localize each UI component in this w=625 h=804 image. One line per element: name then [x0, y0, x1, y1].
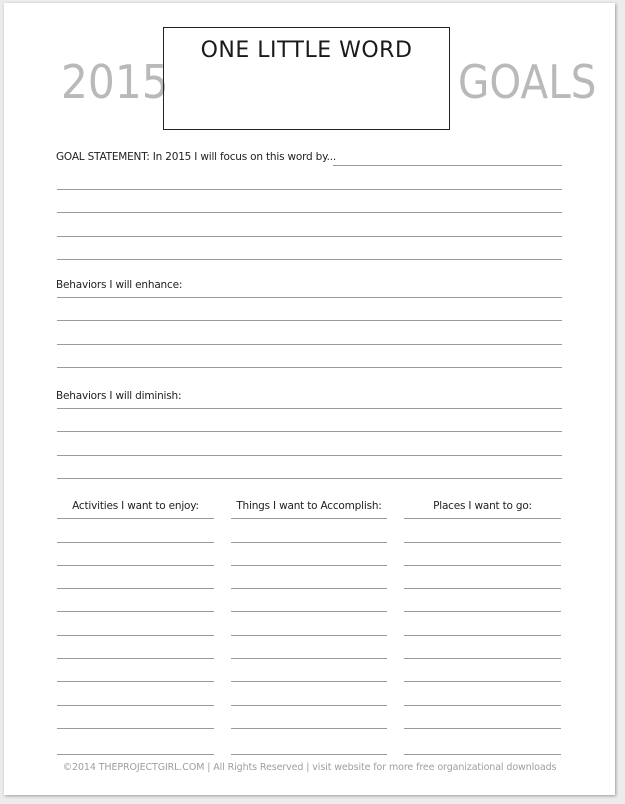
activities-line[interactable] — [57, 518, 214, 519]
goal-statement-line[interactable] — [57, 212, 562, 213]
activities-line[interactable] — [57, 658, 214, 659]
places-column-header: Places I want to go: — [433, 500, 532, 512]
accomplish-line[interactable] — [231, 681, 387, 682]
activities-line[interactable] — [57, 728, 214, 729]
behaviors-diminish-label: Behaviors I will diminish: — [56, 390, 182, 402]
one-little-word-box[interactable] — [163, 27, 450, 130]
accomplish-line[interactable] — [231, 754, 387, 755]
places-line[interactable] — [404, 518, 561, 519]
accomplish-line[interactable] — [231, 588, 387, 589]
activities-column-header: Activities I want to enjoy: — [72, 500, 199, 512]
accomplish-line[interactable] — [231, 611, 387, 612]
places-line[interactable] — [404, 565, 561, 566]
accomplish-column-header: Things I want to Accomplish: — [236, 500, 382, 512]
activities-line[interactable] — [57, 565, 214, 566]
activities-line[interactable] — [57, 681, 214, 682]
accomplish-line[interactable] — [231, 565, 387, 566]
activities-line[interactable] — [57, 611, 214, 612]
year-heading: 2015 — [61, 55, 169, 109]
goals-heading: GOALS — [458, 55, 597, 109]
accomplish-line[interactable] — [231, 705, 387, 706]
diminish-line[interactable] — [57, 408, 562, 409]
activities-line[interactable] — [57, 754, 214, 755]
activities-line[interactable] — [57, 588, 214, 589]
places-line[interactable] — [404, 728, 561, 729]
accomplish-line[interactable] — [231, 635, 387, 636]
enhance-line[interactable] — [57, 297, 562, 298]
diminish-line[interactable] — [57, 431, 562, 432]
places-line[interactable] — [404, 588, 561, 589]
enhance-line[interactable] — [57, 367, 562, 368]
goal-statement-line[interactable] — [57, 189, 562, 190]
places-line[interactable] — [404, 658, 561, 659]
activities-line[interactable] — [57, 542, 214, 543]
goal-statement-line[interactable] — [57, 236, 562, 237]
worksheet-page — [4, 3, 615, 795]
behaviors-enhance-label: Behaviors I will enhance: — [56, 279, 183, 291]
places-line[interactable] — [404, 681, 561, 682]
activities-line[interactable] — [57, 635, 214, 636]
activities-line[interactable] — [57, 705, 214, 706]
accomplish-line[interactable] — [231, 518, 387, 519]
enhance-line[interactable] — [57, 320, 562, 321]
copyright-footer: ©2014 THEPROJECTGIRL.COM | All Rights Reserved | visit website for more free organizational downloads — [62, 762, 557, 773]
places-line[interactable] — [404, 611, 561, 612]
goal-statement-line[interactable] — [333, 165, 562, 166]
one-little-word-title: ONE LITTLE WORD — [200, 38, 413, 63]
places-line[interactable] — [404, 754, 561, 755]
places-line[interactable] — [404, 705, 561, 706]
accomplish-line[interactable] — [231, 542, 387, 543]
goal-statement-line[interactable] — [57, 259, 562, 260]
places-line[interactable] — [404, 635, 561, 636]
goal-statement-label: GOAL STATEMENT: In 2015 I will focus on this word by... — [56, 151, 337, 163]
places-line[interactable] — [404, 542, 561, 543]
diminish-line[interactable] — [57, 455, 562, 456]
accomplish-line[interactable] — [231, 658, 387, 659]
enhance-line[interactable] — [57, 344, 562, 345]
accomplish-line[interactable] — [231, 728, 387, 729]
diminish-line[interactable] — [57, 478, 562, 479]
